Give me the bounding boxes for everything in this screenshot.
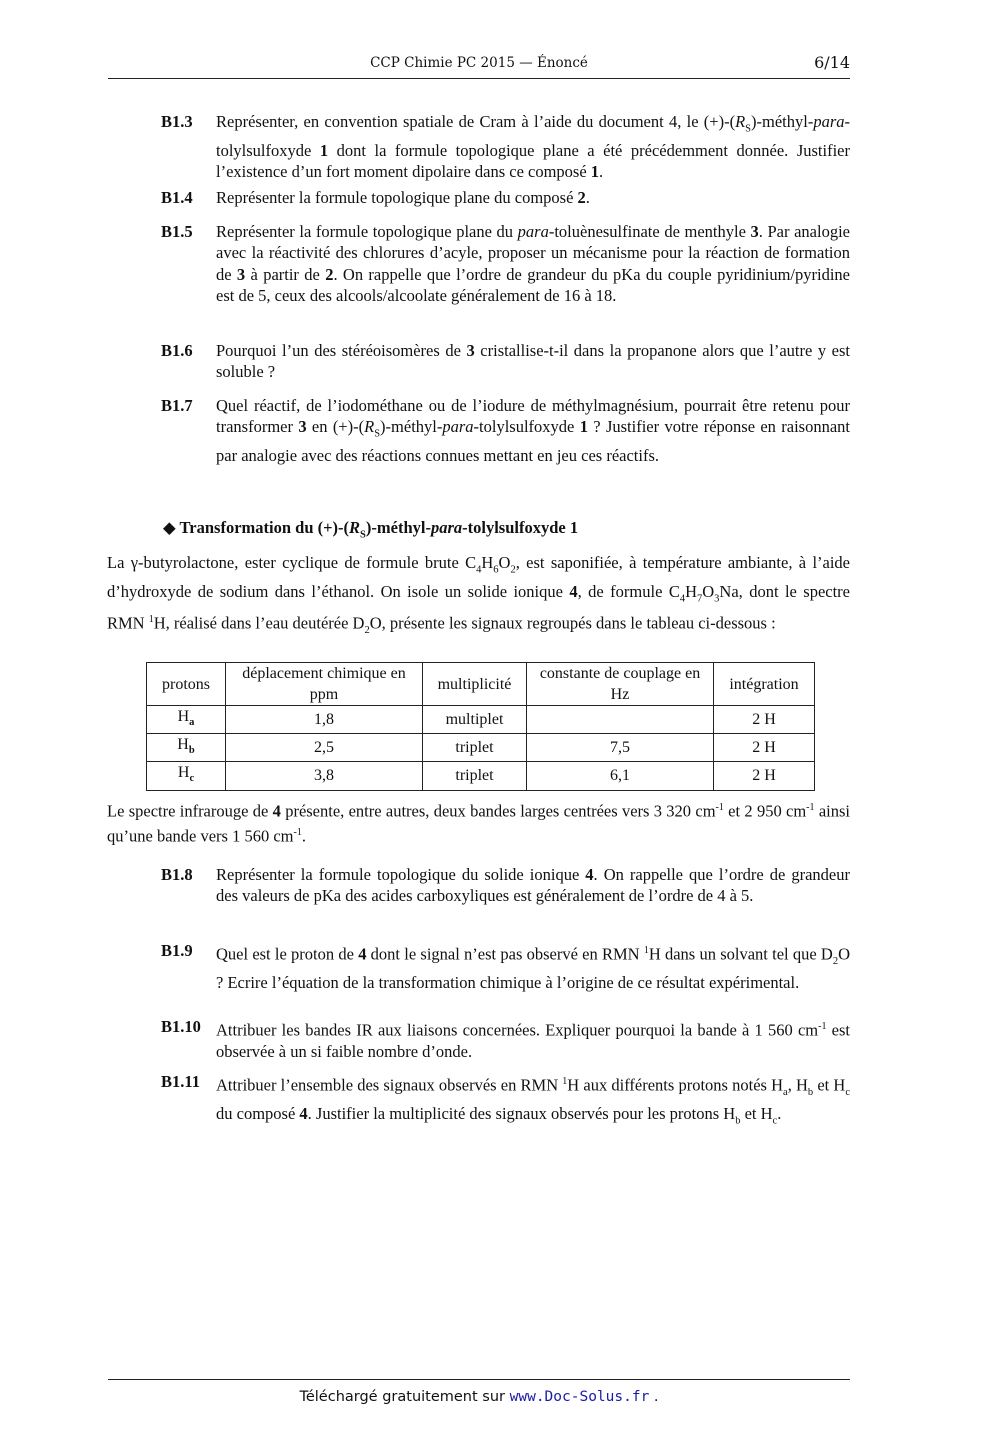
table-header-row [147,663,815,706]
ir-paragraph: Le spectre infrarouge de 4 présente, entre autres, deux bandes larges centrées vers 3 320 $cm^{-1}$ et 2 950 $cm^{-1}$ ainsi qu’une bande vers 1 560 $cm^{-1}$. [107,801,850,846]
page-footer [108,1379,850,1405]
intro-paragraph: La γ-butyrolactone, ester cyclique de formule brute $C_4H_6O_2$, est saponifiée, à température ambiante, à l’aide d’hydroxyde de sodium dans l’éthanol. On isole un solide ionique 4, de formule $C_4H_7O_3Na$, dont le spectre RMN $^1$H, réalisé dans l’eau deutérée $D_2O$, présente les signaux regroupés dans le tableau ci-dessous : [107,553,850,636]
question-text: Représenter, en convention spatiale de Cram à l’aide du document 4, le $(+)-(R_S)-méthyl-para$-tolylsulfoxyde 1 dont la formule topologique plane a été précédemment donnée. Justifier l’existence d’un fort moment dipolaire dans ce composé 1. [216,112,850,181]
column-header-shift: déplacement chimique en ppm [226,663,423,706]
footer-end: . [653,1389,659,1405]
page-header [108,54,850,79]
question-b1-11 [161,1071,850,1132]
cell-shift: 2,5 [226,734,423,762]
question-text: Représenter la formule topologique plane du para-toluènesulfinate de menthyle 3. Par analogie avec la réactivité des chlorures d’acyle, proposer un mécanisme pour la réaction de formation de 3 à partir de 2. On rappelle que l’ordre de grandeur du pKa du couple pyridinium/pyridine est de 5, ceux des alcools/alcoolate généralement de 16 à 18. [216,222,850,305]
question-b1-9 [161,940,850,993]
cell-coupling: 7,5 [527,734,714,762]
table-row [147,706,815,734]
cell-integration: 2 H [714,706,815,734]
question-number: B1.11 [161,1072,200,1091]
question-number: B1.10 [161,1017,201,1036]
section-heading: ◆ Transformation du $(+)-(R_S)-méthyl-para$-tolylsulfoxyde 1 [163,518,579,541]
cell-integration: 2 H [714,734,815,762]
footer-text-line [108,1389,850,1405]
footer-link[interactable]: www.Doc-Solus.fr [509,1389,650,1405]
column-header-integration: intégration [714,663,815,706]
question-number: B1.4 [161,188,193,207]
column-header-protons: protons [147,663,226,706]
question-b1-5 [161,221,850,306]
question-text: Pourquoi l’un des stéréoisomères de 3 cristallise-t-il dans la propanone alors que l’autre y est soluble ? [216,341,851,382]
document-title: CCP Chimie PC 2015 — Énoncé [370,55,588,71]
page-number: 6/14 [814,53,850,72]
question-text: Quel est le proton de 4 dont le signal n’est pas observé en RMN $^1$H dans un solvant tel que $D_2O$ ? Ecrire l’équation de la transformation chimique à l’origine de ce résultat expérimental. [216,944,851,993]
table-row [147,734,815,762]
cell-multiplicity: triplet [423,762,527,790]
cell-coupling [527,706,714,734]
question-number: B1.8 [161,865,193,884]
question-b1-10 [161,1016,850,1062]
question-number: B1.3 [161,112,193,131]
cell-proton: $H_c$ [147,762,226,790]
question-text: Quel réactif, de l’iodométhane ou de l’iodure de méthylmagnésium, pourrait être retenu pour transformer 3 en $(+)-(R_S)-méthyl-para$-tolylsulfoxyde 1 ? Justifier votre réponse en raisonnant par analogie avec des réactions connues mettant en jeu ces réactifs. [216,396,850,465]
column-header-multiplicity: multiplicité [423,663,527,706]
cell-coupling: 6,1 [527,762,714,790]
question-b1-3 [161,111,850,182]
question-b1-6 [161,340,850,383]
question-text: Attribuer l’ensemble des signaux observés en RMN $^1$H aux différents protons notés $H_a$, $H_b$ et $H_c$ du composé 4. Justifier la multiplicité des signaux observés pour les protons $H_b$ et $H_c$. [216,1075,851,1127]
question-text: Représenter la formule topologique du solide ionique 4. On rappelle que l’ordre de grandeur des valeurs de pKa des acides carboxyliques est généralement de l’ordre de 4 à 5. [216,865,850,906]
nmr-table [146,662,815,791]
column-header-coupling: constante de couplage en Hz [527,663,714,706]
question-text: Représenter la formule topologique plane du composé 2. [216,188,590,207]
question-b1-8 [161,864,850,907]
cell-proton: $H_b$ [147,734,226,762]
question-number: B1.7 [161,396,193,415]
question-number: B1.6 [161,341,193,360]
cell-multiplicity: triplet [423,734,527,762]
question-number: B1.9 [161,941,193,960]
question-b1-7 [161,395,850,466]
question-b1-4 [161,187,850,208]
cell-shift: 3,8 [226,762,423,790]
cell-proton: $H_a$ [147,706,226,734]
cell-integration: 2 H [714,762,815,790]
cell-shift: 1,8 [226,706,423,734]
table-row [147,762,815,790]
cell-multiplicity: multiplet [423,706,527,734]
question-text: Attribuer les bandes IR aux liaisons concernées. Expliquer pourquoi la bande à 1 560 $cm^{-1}$ est observée à un si faible nombre d’onde. [216,1020,850,1061]
footer-text: Téléchargé gratuitement sur [299,1389,506,1405]
question-number: B1.5 [161,222,193,241]
